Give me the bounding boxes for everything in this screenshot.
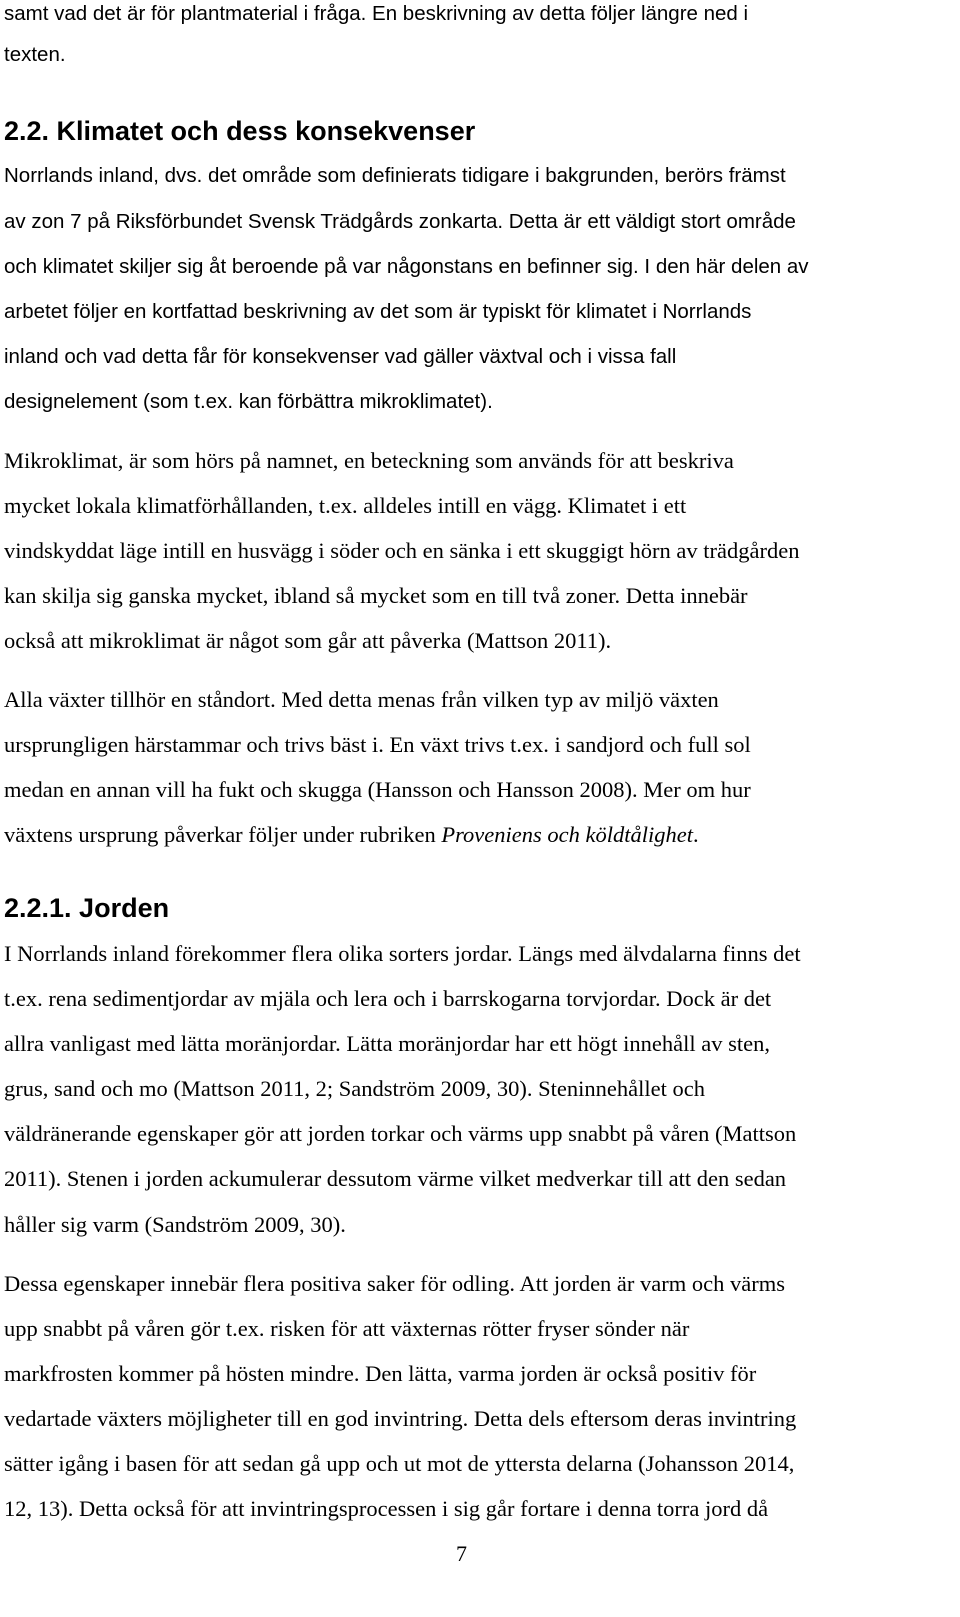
paragraph-line: t.ex. rena sedimentjordar av mjäla och lera och i barrskogarna torvjordar. Dock är det: [4, 986, 772, 1011]
paragraph-line: upp snabbt på våren gör t.ex. risken för att växternas rötter fryser sönder när: [4, 1316, 690, 1341]
italic-reference: Proveniens och köldtålighet: [441, 822, 693, 847]
paragraph-line: Norrlands inland, dvs. det område som definierats tidigare i bakgrunden, berörs främst: [4, 164, 786, 187]
paragraph-line: också att mikroklimat är något som går att påverka (Mattson 2011).: [4, 628, 612, 653]
paragraph-line: väldränerande egenskaper gör att jorden torkar och värms upp snabbt på våren (Mattson: [4, 1121, 797, 1146]
paragraph-line: Dessa egenskaper innebär flera positiva saker för odling. Att jorden är varm och värms: [4, 1271, 785, 1296]
paragraph-line: mycket lokala klimatförhållanden, t.ex. alldeles intill en vägg. Klimatet i ett: [4, 493, 687, 518]
paragraph-text: .: [692, 822, 699, 847]
intro-line-2: texten.: [4, 43, 66, 66]
paragraph-text: växtens ursprung påverkar följer under rubriken: [4, 822, 442, 847]
paragraph-line: sätter igång i basen för att sedan gå upp och ut mot de yttersta delarna (Johansson 2014,: [4, 1451, 795, 1476]
paragraph-line: medan en annan vill ha fukt och skugga (Hansson och Hansson 2008). Mer om hur: [4, 777, 751, 802]
section-heading-2-2: 2.2. Klimatet och dess konsekvenser: [4, 116, 476, 146]
paragraph-line: [4, 821, 699, 849]
paragraph-line: kan skilja sig ganska mycket, ibland så mycket som en till två zoner. Detta innebär: [4, 583, 748, 608]
paragraph-line: Mikroklimat, är som hörs på namnet, en beteckning som används för att beskriva: [4, 448, 734, 473]
paragraph-line: håller sig varm (Sandström 2009, 30).: [4, 1212, 346, 1237]
page-number: 7: [456, 1541, 467, 1566]
paragraph-line: designelement (som t.ex. kan förbättra mikroklimatet).: [4, 390, 493, 413]
paragraph-line: allra vanligast med lätta moränjordar. Lätta moränjordar har ett högt innehåll av sten,: [4, 1031, 770, 1056]
paragraph-line: vindskyddat läge intill en husvägg i söder och en sänka i ett skuggigt hörn av trädgården: [4, 538, 800, 563]
paragraph-line: I Norrlands inland förekommer flera olika sorters jordar. Längs med älvdalarna finns det: [4, 941, 801, 966]
paragraph-line: och klimatet skiljer sig åt beroende på var någonstans en befinner sig. I den här delen av: [4, 255, 809, 278]
paragraph-line: 2011). Stenen i jorden ackumulerar dessutom värme vilket medverkar till att den sedan: [4, 1166, 787, 1191]
paragraph-line: arbetet följer en kortfattad beskrivning av det som är typiskt för klimatet i Norrlands: [4, 300, 752, 323]
paragraph-line: av zon 7 på Riksförbundet Svensk Trädgårds zonkarta. Detta är ett väldigt stort område: [4, 210, 796, 233]
paragraph-line: vedartade växters möjligheter till en god invintring. Detta dels eftersom deras invintring: [4, 1406, 797, 1431]
paragraph-line: grus, sand och mo (Mattson 2011, 2; Sandström 2009, 30). Steninnehållet och: [4, 1076, 705, 1101]
paragraph-line: inland och vad detta får för konsekvenser vad gäller växtval och i vissa fall: [4, 345, 677, 368]
paragraph-line: Alla växter tillhör en ståndort. Med detta menas från vilken typ av miljö växten: [4, 687, 719, 712]
paragraph-line: ursprungligen härstammar och trivs bäst i. En växt trivs t.ex. i sandjord och full sol: [4, 732, 751, 757]
paragraph-line: 12, 13). Detta också för att invintringsprocessen i sig går fortare i denna torra jord då: [4, 1496, 769, 1521]
intro-line-1: samt vad det är för plantmaterial i fråga. En beskrivning av detta följer längre ned i: [4, 2, 749, 25]
paragraph-line: markfrosten kommer på hösten mindre. Den lätta, varma jorden är också positiv för: [4, 1361, 757, 1386]
section-heading-2-2-1: 2.2.1. Jorden: [4, 893, 170, 923]
